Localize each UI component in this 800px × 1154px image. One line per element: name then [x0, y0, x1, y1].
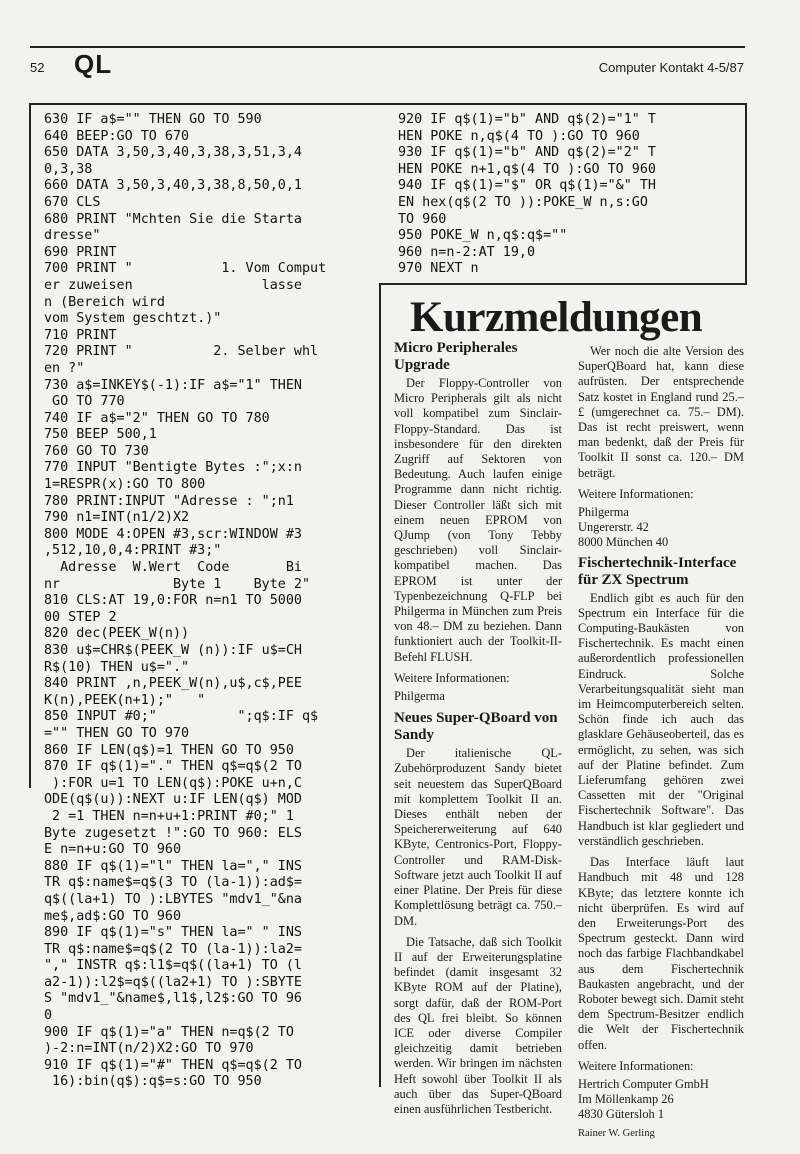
address-line: 8000 München 40: [578, 535, 669, 550]
code-listing-left: 630 IF a$="" THEN GO TO 590 640 BEEP:GO TO 670 650 DATA 3,50,3,40,3,38,3,51,3,4 0,3,38 660 DATA 3,50,3,40,3,38,8,50,0,1 670 CLS 680 PRINT "Mchten Sie die Starta dresse" 690 PRINT 700 PRINT " 1. Vom Comput er zuweisen lasse n (Bereich wird vom System geschtzt.)" 710 PRINT 720 PRINT " 2. Selber whl en ?" 730 a$=INKEY$(-1):IF a$="1" THEN GO TO 770 740 IF a$="2" THEN GO TO 780 750 BEEP 500,1 760 GO TO 730 770 INPUT "Bentigte Bytes :";x:n 1=RESPR(x):GO TO 800 780 PRINT:INPUT "Adresse : ";n1 790 n1=INT(n1/2)X2 800 MODE 4:OPEN #3,scr:WINDOW #3 ,512,10,0,4:PRINT #3;" Adresse W.Wert Code Bi nr Byte 1 Byte 2" 810 CLS:AT 19,0:FOR n=n1 TO 5000 00 STEP 2 820 dec(PEEK_W(n)) 830 u$=CHR$(PEEK_W (n)):IF u$=CH R$(10) THEN u$="." 840 PRINT ,n,PEEK_W(n),u$,c$,PEE K(n),PEEK(n+1);" " 850 INPUT #0;" ";q$:IF q$ ="" THEN GO TO 970 860 IF LEN(q$)=1 THEN GO TO 950 870 IF q$(1)="." THEN q$=q$(2 TO ):FOR u=1 TO LEN(q$):POKE u+n,C ODE(q$(u)):NEXT u:IF LEN(q$) MOD 2 =1 THEN n=n+u+1:PRINT #0;" 1 Byte zugesetzt !":GO TO 960: ELS E n=n+u:GO TO 960 880 IF q$(1)="l" THEN la="," INS TR q$:name$=q$(3 TO (la-1)):ad$= q$((la+1) TO ):LBYTES "mdv1_"&na me$,ad$:GO TO 960 890 IF q$(1)="s" THEN la=" " INS TR q$:name$=q$(2 TO (la-1)):la2= "," INSTR q$:l1$=q$((la+1) TO (l a2-1)):l2$=q$((la2+1) TO ):SBYTE S "mdv1_"&name$,l1$,l2$:GO TO 96 0 900 IF q$(1)="a" THEN n=q$(2 TO )-2:n=INT(n/2)X2:GO TO 970 910 IF q$(1)="#" THEN q$=q$(2 TO 16):bin(q$):q$=s:GO TO 950: [44, 112, 327, 1090]
news-column-right: [578, 344, 744, 1144]
article-heading-super-qboard: Neues Super-QBoard von Sandy: [394, 710, 558, 744]
address-line: Hertrich Computer GmbH: [578, 1076, 709, 1091]
ql-logo: QL: [74, 49, 113, 79]
code-listing-right: 920 IF q$(1)="b" AND q$(2)="1" T HEN POKE n,q$(4 TO ):GO TO 960 930 IF q$(1)="b" AND q$(2)="2" T HEN POKE n+1,q$(4 TO ):GO TO 960 940 IF q$(1)="$" OR q$(1)="&" TH EN hex(q$(2 TO )):POKE_W n,s:GO TO 960 950 POKE_W n,q$:q$="" 960 n=n-2:AT 19,0 970 NEXT n: [398, 112, 656, 277]
article-paragraph: Das Interface läuft laut Handbuch mit 48 und 128 KByte; das letztere konnte ich nicht überprüfen. Es wird auf den Erweiterungs-Port des Spectrum gesteckt. Dann wird noch das farbige Flachbandkabel aus dem Fischertechnik Baukasten angebracht, und der Roboter bewegt sich. Damit steht dem Spectrum-Besitzer endlich die Welt der Fischertechnik offen.: [578, 855, 744, 1052]
address-line: Ungererstr. 42: [578, 520, 649, 535]
article-paragraph: Der Floppy-Controller von Micro Peripherals gilt als nicht voll kompatibel zum Sinclair-Floppy-Standard. Das ist insbesondere für den direkten Zugriff auf Sektoren von Bedeutung. Auch laufen einige Programme dann nicht richtig. Dieser Controller läßt sich mit einem neuen EPROM von QJump (von Tony Tebby geschrieben) voll Sinclair-kompatibel machen. Das EPROM ist unter der Typenbezeichnung Q-FLP bei Philgerma in München zum Preis von 48.– DM zu beziehen. Dann funktioniert auch der Toolkit-II-Befehl FLUSH.: [394, 376, 562, 664]
article-heading-micro-peripherals: Micro Peripherales Upgrade: [394, 340, 518, 373]
contact-name: Philgerma: [394, 689, 445, 704]
info-label: Weitere Informationen:: [578, 486, 694, 501]
news-title: Kurzmeldungen: [410, 294, 703, 341]
article-paragraph: Wer noch die alte Version des SuperQBoard hat, kann diese aufrüsten. Der entsprechende Satz kostet in England rund 25.– £ (umgerechnet ca. 75.– DM). Das ist recht preiswert, wenn man bedenkt, daß der Preis für Toolkit II sonst ca. 120.– DM beträgt.: [578, 344, 744, 480]
header-rule: [30, 46, 745, 48]
article-paragraph: Die Tatsache, daß sich Toolkit II auf der Erweiterungsplatine befindet (damit insgesamt 32 KByte ROM auf der Platine), sorgt dafür, daß der ROM-Port des QL frei bleibt. So können ICE oder diverse Compiler gleichzeitig damit betrieben werden. Wir bringen im nächsten Heft sowohl über Toolkit II als auch über das Super-QBoard einen ausführlichen Testbericht.: [394, 934, 562, 1116]
article-paragraph: Der italienische QL-Zubehörproduzent Sandy bietet seit neuestem das SuperQBoard mit komplettem Toolkit II an. Dieses enthält neben der Speichererweiterung auf 640 KByte, Centronics-Port, Floppy-Controller und RAM-Disk-Software jetzt auch Toolkit II auf einer Platine. Der Preis für diese Komplettlösung beträgt ca. 750.– DM.: [394, 746, 562, 928]
address-line: 4830 Gütersloh 1: [578, 1107, 665, 1122]
article-paragraph: Endlich gibt es auch für den Spectrum ein Interface für die Computing-Baukästen von Fischertechnik. Es macht einen außerordentlich professionellen Eindruck. Solche Verarbeitungsqualität sieht man im Heimcomputerbereich selten. Schön finde ich auch das glasklare Gehäuseoberteil, das es ermöglicht, zu sehen, was sich auf der Platine befindet. Zum Lieferumfang gehören zwei Cassetten mit der "Original Fischertechnik Software". Das Handbuch ist klar gegliedert und verständlich geschrieben.: [578, 590, 744, 848]
address-line: Philgerma: [578, 505, 629, 520]
publication-info: Computer Kontakt 4-5/87: [598, 60, 744, 75]
address-line: Im Möllenkamp 26: [578, 1092, 674, 1107]
author: Rainer W. Gerling: [578, 1127, 655, 1139]
page-number: 52: [30, 60, 45, 75]
info-label: Weitere Informationen:: [578, 1058, 694, 1073]
news-column-left: [394, 340, 562, 1123]
article-heading-fischertechnik: Fischertechnik-Interface für ZX Spectrum: [578, 554, 737, 588]
info-label: Weitere Informationen:: [394, 670, 510, 685]
